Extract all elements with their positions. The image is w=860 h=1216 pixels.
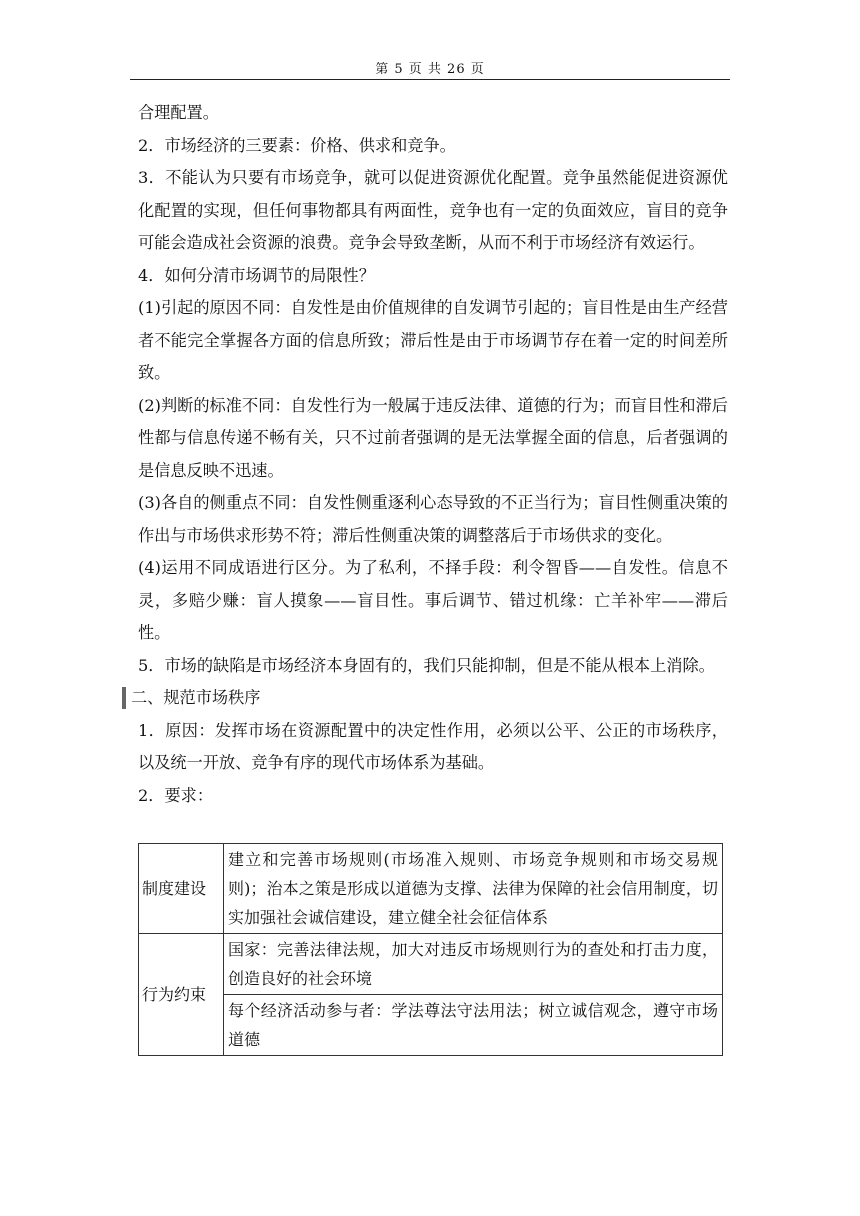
paragraph: (1)引起的原因不同：自发性是由价值规律的自发调节引起的；盲目性是由生产经营者不能完全掌握各方面的信息所致；滞后性是由于市场调节存在着一定的时间差所致。 <box>138 298 728 382</box>
page-number-header: 第 5 页 共 26 页 <box>375 62 485 77</box>
table-cell: 建立和完善市场规则(市场准入规则、市场竞争规则和市场交易规则)；治本之策是形成以道德为支撑、法律为保障的社会信用制度，切实加强社会诚信建设，建立健全社会征信体系 <box>224 844 723 934</box>
paragraph: 4．如何分清市场调节的局限性？ <box>138 265 375 285</box>
requirements-table <box>138 843 723 1056</box>
paragraph: 5．市场的缺陷是市场经济本身固有的，我们只能抑制，但是不能从根本上消除。 <box>138 655 715 675</box>
table-row-label: 行为约束 <box>139 934 224 1056</box>
section-heading <box>131 682 728 715</box>
table-cell: 每个经济活动参与者：学法尊法守法用法；树立诚信观念，遵守市场道德 <box>224 995 723 1056</box>
table-row <box>139 934 723 995</box>
paragraph: 3．不能认为只要有市场竞争，就可以促进资源优化配置。竞争虽然能促进资源优化配置的实现，但任何事物都具有两面性，竞争也有一定的负面效应，盲目的竞争可能会造成社会资源的浪费。竞争会导致垄断，从而不利于市场经济有效运行。 <box>138 168 728 252</box>
document-body <box>131 97 728 812</box>
table-cell: 国家：完善法律法规，加大对违反市场规则行为的查处和打击力度，创造良好的社会环境 <box>224 934 723 995</box>
paragraph: (2)判断的标准不同：自发性行为一般属于违反法律、道德的行为；而盲目性和滞后性都与信息传递不畅有关，只不过前者强调的是无法掌握全面的信息，后者强调的是信息反映不迅速。 <box>138 395 728 480</box>
section-heading-text: 二、规范市场秩序 <box>131 688 261 707</box>
paragraph: 2．市场经济的三要素：价格、供求和竞争。 <box>138 135 456 155</box>
table-row <box>139 844 723 934</box>
paragraph: (4)运用不同成语进行区分。为了私利，不择手段：利令智昏——自发性。信息不灵，多赔少赚：盲人摸象——盲目性。事后调节、错过机缘：亡羊补牢——滞后性。 <box>138 558 728 642</box>
header-divider <box>130 79 730 80</box>
paragraph: 1．原因：发挥市场在资源配置中的决定性作用，必须以公平、公正的市场秩序，以及统一开放、竞争有序的现代市场体系为基础。 <box>138 720 728 772</box>
section-marker-bar <box>122 687 126 709</box>
paragraph: (3)各自的侧重点不同：自发性侧重逐利心态导致的不正当行为；盲目性侧重决策的作出与市场供求形势不符；滞后性侧重决策的调整落后于市场供求的变化。 <box>138 493 728 545</box>
paragraph: 2．要求： <box>138 785 214 805</box>
paragraph: 合理配置。 <box>138 103 219 122</box>
table-row-label: 制度建设 <box>139 844 224 934</box>
table-row <box>139 995 723 1056</box>
